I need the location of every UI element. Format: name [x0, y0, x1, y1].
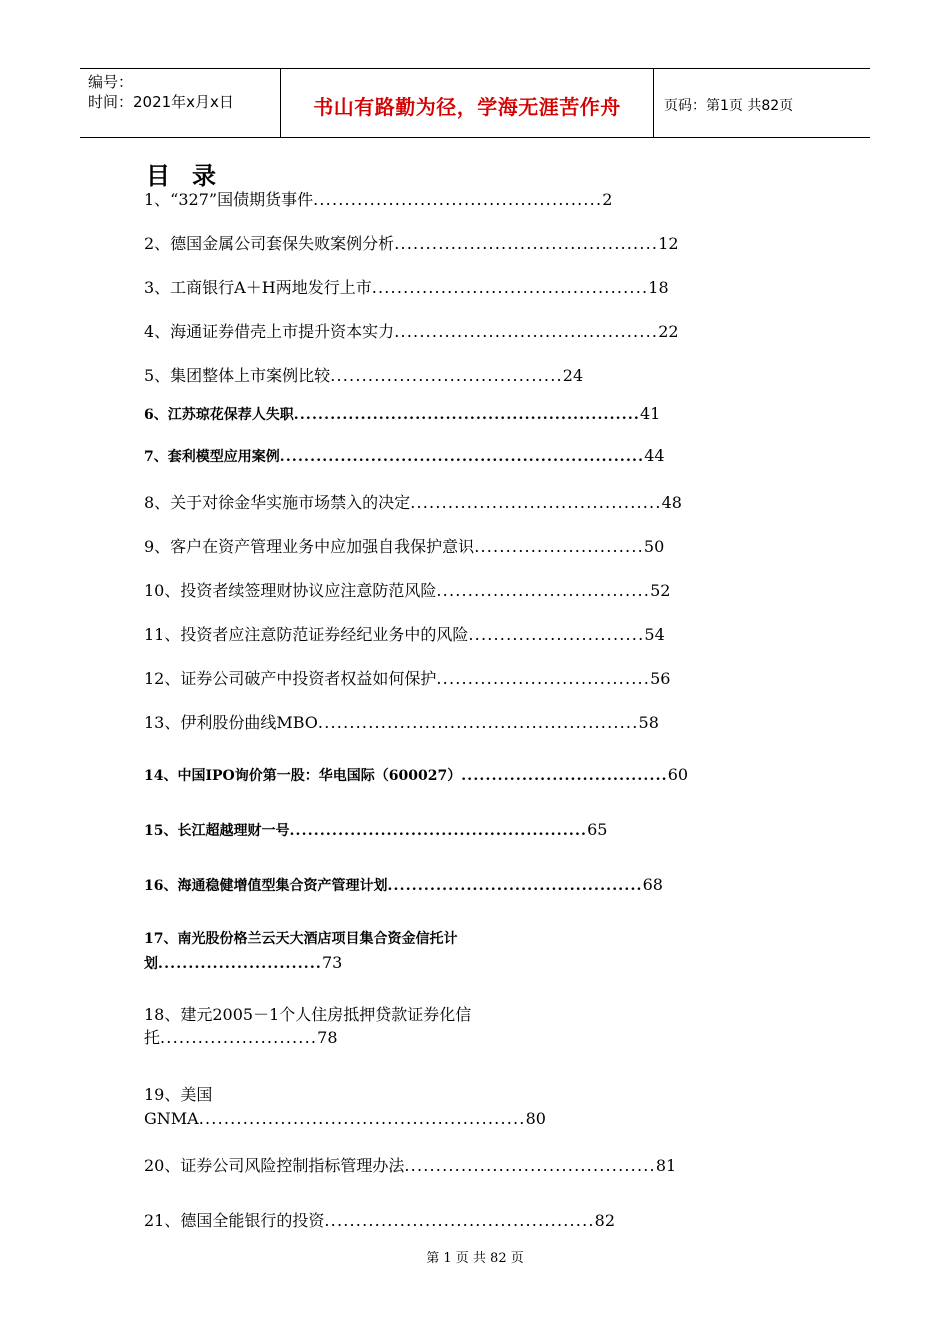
toc-title: 目录 — [146, 162, 238, 190]
toc-entry-page: 58 — [638, 713, 659, 732]
toc-entry-text: 13、伊利股份曲线MBO — [144, 713, 318, 732]
toc-entry-page: 18 — [648, 278, 669, 297]
toc-entry[interactable] — [144, 765, 688, 785]
toc-entry-leader: ........................................ — [410, 493, 662, 512]
page-footer: 第 1 页 共 82 页 — [426, 1251, 524, 1266]
toc-entry-leader: ........................... — [158, 956, 322, 972]
toc-entry-text: 14、中国IPO询价第一股：华电国际（600027） — [144, 768, 462, 784]
page-header — [80, 68, 870, 138]
time-label: 时间：2021年x月x日 — [88, 93, 234, 111]
toc-entry-text: 5、集团整体上市案例比较 — [144, 366, 331, 385]
toc-entry-text: 7、套利模型应用案例 — [144, 449, 280, 465]
toc-entry-text: 16、海通稳健增值型集合资产管理计划 — [144, 878, 388, 894]
toc-entry-page: 54 — [644, 625, 665, 644]
toc-entry[interactable] — [144, 319, 679, 342]
toc-entry-leader: ............................................................ — [279, 449, 645, 465]
toc-entry-leader: ........................................... — [324, 1211, 595, 1230]
toc-entry[interactable] — [144, 187, 612, 210]
toc-entry-page: 68 — [642, 875, 663, 894]
toc-entry[interactable] — [144, 275, 669, 298]
toc-entry-leader: ......................................................... — [293, 407, 640, 423]
toc-entry-page: 44 — [644, 446, 665, 465]
toc-entry-page: 78 — [317, 1028, 338, 1047]
toc-entry[interactable] — [144, 446, 665, 466]
toc-entry-text: 1、“327”国债期货事件 — [144, 190, 314, 209]
toc-entry-page: 81 — [655, 1156, 677, 1175]
toc-entry-text: 10、投资者续签理财协议应注意防范风险 — [144, 581, 437, 600]
toc-entry[interactable] — [144, 231, 679, 254]
toc-entry[interactable] — [144, 710, 659, 733]
toc-entry-page: 52 — [650, 581, 671, 600]
toc-entry-text: 12、证券公司破产中投资者权益如何保护 — [144, 669, 437, 688]
toc-entry-text: 15、长江超越理财一号 — [144, 823, 290, 839]
toc-entry-leader: ..................................... — [330, 366, 563, 385]
toc-entry-text: 17、南光股份格兰云天大酒店项目集合资金信托计划 — [144, 931, 458, 972]
header-right-cell — [654, 69, 870, 137]
toc-entry[interactable] — [144, 578, 670, 601]
toc-entry-leader: ........................... — [474, 537, 644, 556]
toc-entry[interactable] — [144, 1003, 524, 1049]
header-middle-cell — [281, 69, 654, 137]
toc-entry-page: 12 — [658, 234, 679, 253]
toc-entry-leader: ............................................ — [371, 278, 649, 297]
toc-entry-page: 2 — [602, 190, 613, 209]
toc-entry-page: 60 — [667, 765, 689, 784]
toc-entry-page: 82 — [594, 1211, 616, 1230]
toc-entry-page: 65 — [587, 820, 608, 839]
toc-entry[interactable] — [144, 928, 524, 976]
toc-entry-text: 20、证券公司风险控制指标管理办法 — [144, 1156, 405, 1175]
toc-entry[interactable] — [144, 534, 664, 557]
number-label: 编号： — [88, 73, 134, 91]
toc-entry-text: 19、美国GNMA — [144, 1085, 213, 1128]
toc-entry-text: 6、江苏琼花保荐人失职 — [144, 407, 294, 423]
toc-entry-text: 8、关于对徐金华实施市场禁入的决定 — [144, 493, 411, 512]
toc-entry[interactable] — [144, 1153, 676, 1176]
toc-entry-leader: ............................ — [468, 625, 645, 644]
toc-entry-leader: .................................. — [436, 581, 651, 600]
toc-entry-text: 3、工商银行A＋H两地发行上市 — [144, 278, 372, 297]
toc-entry-page: 24 — [562, 366, 584, 385]
toc-entry-text: 2、德国金属公司套保失败案例分析 — [144, 234, 395, 253]
header-motto: 书山有路勤为径，学海无涯苦作舟 — [313, 95, 621, 119]
toc-entry[interactable] — [144, 875, 663, 895]
toc-entry-leader: .................................. — [461, 768, 668, 784]
toc-entry[interactable] — [144, 666, 670, 689]
toc-entry[interactable] — [144, 1208, 615, 1231]
toc-entry-leader: ................................................... — [317, 713, 639, 732]
toc-entry-leader: .................................. — [436, 669, 651, 688]
toc-entry-leader: ................................................. — [289, 823, 588, 839]
toc-entry-text: 9、客户在资产管理业务中应加强自我保护意识 — [144, 537, 475, 556]
toc-entry-text: 21、德国全能银行的投资 — [144, 1211, 325, 1230]
header-left-cell — [80, 69, 281, 137]
toc-entry[interactable] — [144, 490, 682, 513]
toc-entry[interactable] — [144, 1083, 546, 1131]
toc-entry-leader: .......................................... — [394, 234, 659, 253]
toc-entry[interactable] — [144, 363, 583, 386]
toc-entry-text: 11、投资者应注意防范证券经纪业务中的风险 — [144, 625, 469, 644]
toc-entry-page: 80 — [525, 1109, 546, 1128]
toc-entry-leader: .................................................... — [198, 1109, 526, 1128]
toc-entry[interactable] — [144, 820, 607, 840]
toc-entry-leader: ........................................ — [404, 1156, 656, 1175]
toc-entry-leader: .......................................... — [394, 322, 659, 341]
toc-entry-text: 4、海通证券借壳上市提升资本实力 — [144, 322, 395, 341]
toc-entry-page: 56 — [650, 669, 671, 688]
toc-entry-page: 48 — [661, 493, 682, 512]
toc-entry[interactable] — [144, 622, 665, 645]
toc-entry-leader: .......................................... — [387, 878, 643, 894]
toc-entry-page: 50 — [643, 537, 665, 556]
toc-entry-page: 41 — [639, 404, 661, 423]
toc-entry-page: 22 — [658, 322, 679, 341]
toc-entry-leader: ......................... — [160, 1028, 318, 1047]
toc-entry-text: 18、建元2005－1个人住房抵押贷款证券化信托 — [144, 1005, 472, 1047]
toc-entry-leader: .............................................. — [313, 190, 603, 209]
header-page-info: 页码：第1页 共82页 — [664, 98, 794, 114]
toc-entry[interactable] — [144, 404, 660, 424]
toc-entry-page: 73 — [322, 953, 343, 972]
